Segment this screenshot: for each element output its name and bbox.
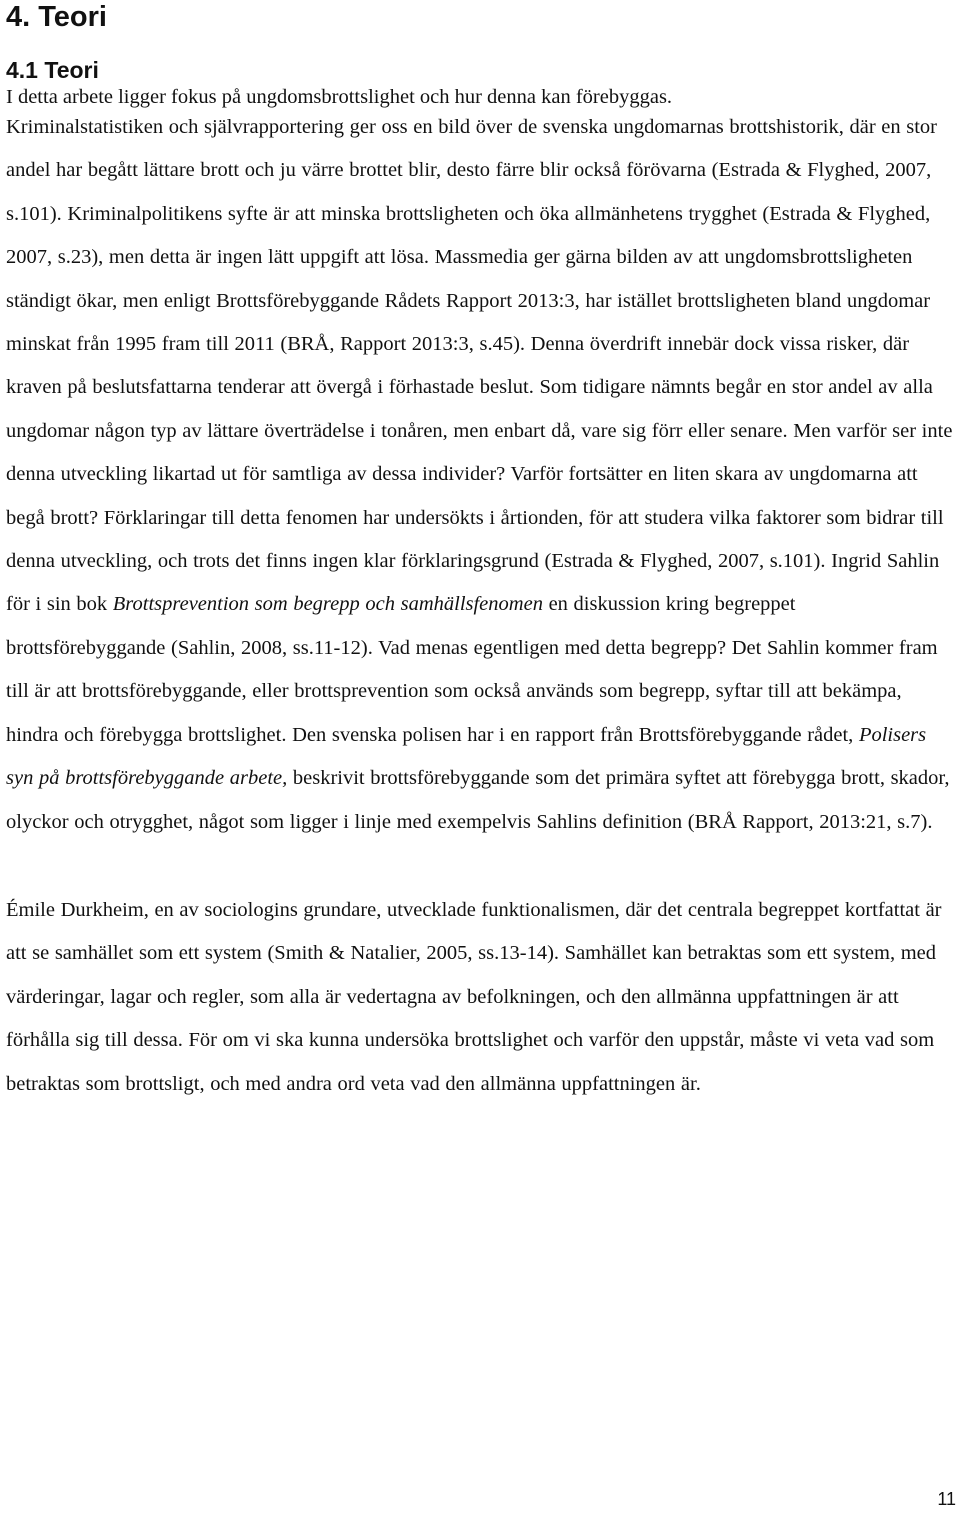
intro-sentence: I detta arbete ligger fokus på ungdomsbrottslighet och hur denna kan förebyggas. xyxy=(6,86,673,108)
page-number: 11 xyxy=(937,1489,956,1509)
report-title-polisers-syn: Polisers syn på brottsförebyggande arbete, xyxy=(6,723,927,790)
paragraph-1-text-c: beskrivit brottsförebyggande som det primära syftet att förebygga brott, skador, olyckor och otrygghet, något som ligger i linje med exempelvis Sahlins definition (BRÅ Rapport, 2013:21, s.7). xyxy=(6,767,950,833)
document-page xyxy=(6,0,954,1106)
book-title-brottsprevention: Brottsprevention som begrepp och samhällsfenomen xyxy=(112,593,543,616)
chapter-heading: 4. Teori xyxy=(6,1,107,33)
paragraph-1-text-b: en diskussion kring begreppet brottsförebyggande (Sahlin, 2008, ss.11-12). Vad menas egentligen med detta begrepp? Det Sahlin kommer fram till är att brottsförebyggande, eller brottsprevention som också används som begrepp, syftar till att bekämpa, hindra och förebygga brottslighet. Den svenska polisen har i en rapport från Brottsförebyggande rådet, xyxy=(6,593,938,746)
body-paragraph-1 xyxy=(6,106,954,844)
section-heading: 4.1 Teori xyxy=(6,57,99,83)
paragraph-1-text-a: Kriminalstatistiken och självrapportering ger oss en bild över de svenska ungdomarnas brottshistorik, där en stor andel har begått lättare brott och ju värre brottet blir, desto färre blir också förövarna (Estrada & Flyghed, 2007, s.101). Kriminalpolitikens syfte är att minska brottsligheten och öka allmänhetens trygghet (Estrada & Flyghed, 2007, s.23), men detta är ingen lätt uppgift att lösa. Massmedia ger gärna bilden av att ungdomsbrottsligheten ständigt ökar, men enligt Brottsförebyggande Rådets Rapport 2013:3, har istället brottsligheten bland ungdomar minskat från 1995 fram till 2011 (BRÅ, Rapport 2013:3, s.45). Denna överdrift innebär dock vissa risker, där kraven på beslutsfattarna tenderar att övergå i förhastade beslut. Som tidigare nämnts begår en stor andel av alla ungdomar någon typ av lättare överträdelse i tonåren, men enbart då, vare sig förr eller senare. Men varför ser inte denna utveckling likartad ut för samtliga av dessa individer? Varför fortsätter en liten skara av ungdomarna att begå brott? Förklaringar till detta fenomen har undersökts i årtionden, för att studera vilka faktorer som bidrar till denna utveckling, och trots det finns ingen klar förklaringsgrund (Estrada & Flyghed, 2007, s.101). Ingrid Sahlin för i sin bok xyxy=(6,116,953,616)
body-paragraph-2: Émile Durkheim, en av sociologins grundare, utvecklade funktionalismen, där det centrala begreppet kortfattat är att se samhället som ett system (Smith & Natalier, 2005, ss.13-14). Samhället kan betraktas som ett system, med värderingar, lagar och regler, som alla är vedertagna av befolkningen, och den allmänna uppfattningen är att förhålla sig till dessa. För om vi ska kunna undersöka brottslighet och varför den uppstår, måste vi veta vad som betraktas som brottsligt, och med andra ord veta vad den allmänna uppfattningen är. xyxy=(6,898,942,1095)
